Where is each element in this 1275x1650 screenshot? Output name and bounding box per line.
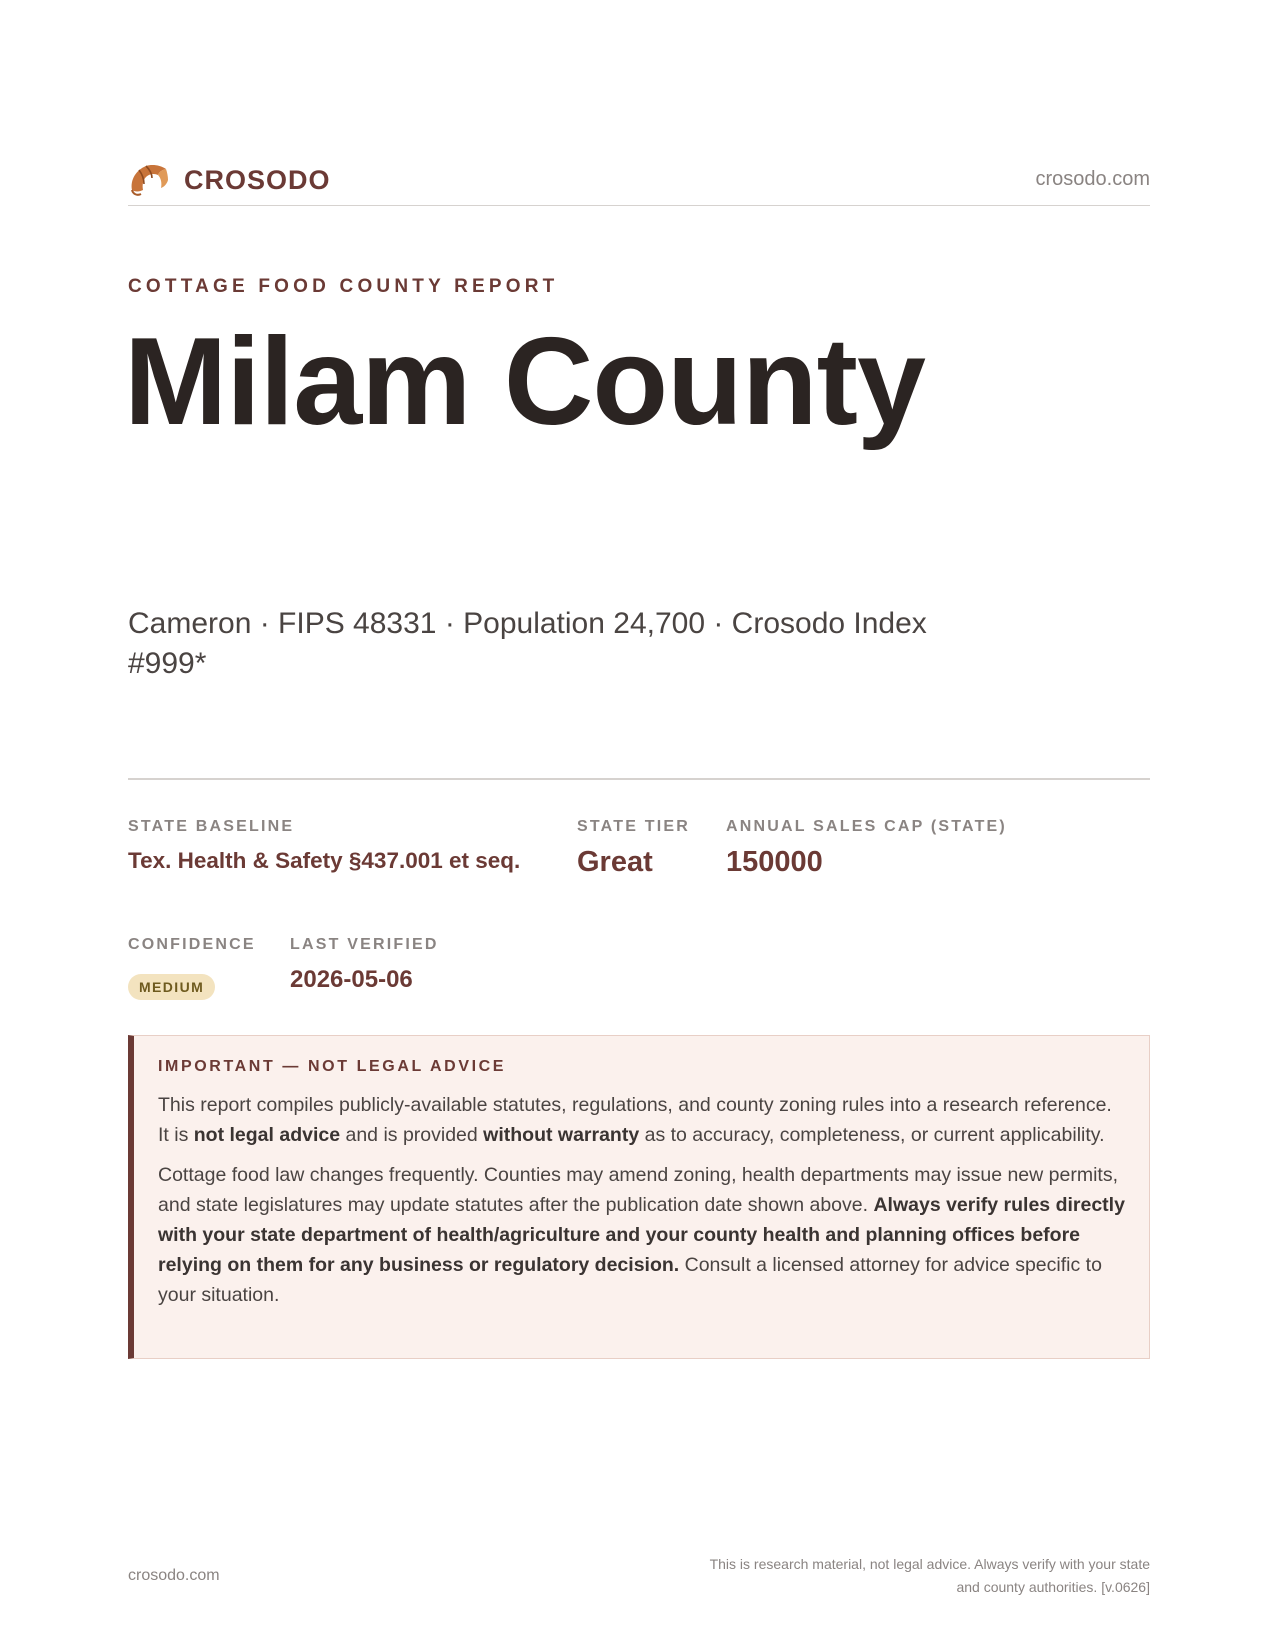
brand [128, 160, 331, 200]
notice-title: IMPORTANT — NOT LEGAL ADVICE [158, 1058, 507, 1075]
notice-paragraph-2: Cottage food law changes frequently. Counties may amend zoning, health departments may issue new permits, and state legislatures may update statutes after the publication date shown above. Always verify rules directly with your state department of health/agriculture and your county health and planning offices before relying on them for any business or regulatory decision. Consult a licensed attorney for advice specific to your situation. [158, 1164, 1125, 1306]
site-url[interactable]: crosodo.com [1035, 168, 1150, 190]
croissant-icon [128, 160, 170, 200]
state-baseline-value: Tex. Health & Safety §437.001 et seq. [128, 848, 521, 873]
notice-paragraph-1: This report compiles publicly-available statutes, regulations, and county zoning rules into a research reference. It is not legal advice and is provided without warranty as to accuracy, completeness, or current applicability. [158, 1094, 1112, 1146]
footer-disclaimer-line-2: and county authorities. [v.0626] [956, 1579, 1150, 1595]
last-verified-value: 2026-05-06 [290, 966, 413, 993]
state-tier-value: Great [577, 846, 653, 878]
confidence-field [128, 936, 256, 1000]
legal-notice [128, 1035, 1150, 1359]
state-tier-field [577, 818, 690, 879]
state-baseline-field [128, 818, 520, 874]
report-header [128, 158, 1150, 206]
footer-disclaimer-line-1: This is research material, not legal advice. Always verify with your state [709, 1556, 1150, 1572]
last-verified-field [290, 936, 439, 994]
brand-name: CROSODO [184, 164, 331, 195]
sales-cap-label: ANNUAL SALES CAP (STATE) [726, 818, 1007, 835]
sales-cap-value: 150000 [726, 846, 823, 878]
section-divider [128, 778, 1150, 780]
footer-disclaimer [630, 1553, 1150, 1599]
confidence-label: CONFIDENCE [128, 936, 256, 953]
state-tier-label: STATE TIER [577, 818, 690, 835]
state-baseline-label: STATE BASELINE [128, 818, 295, 835]
confidence-badge: MEDIUM [128, 974, 215, 1000]
report-eyebrow: COTTAGE FOOD COUNTY REPORT [128, 276, 559, 297]
sales-cap-field [726, 818, 1007, 879]
last-verified-label: LAST VERIFIED [290, 936, 439, 953]
county-title: Milam County [124, 313, 925, 451]
county-subtitle: Cameron · FIPS 48331 · Population 24,700 · Crosodo Index #999* [128, 607, 927, 680]
footer-url[interactable]: crosodo.com [128, 1567, 220, 1584]
